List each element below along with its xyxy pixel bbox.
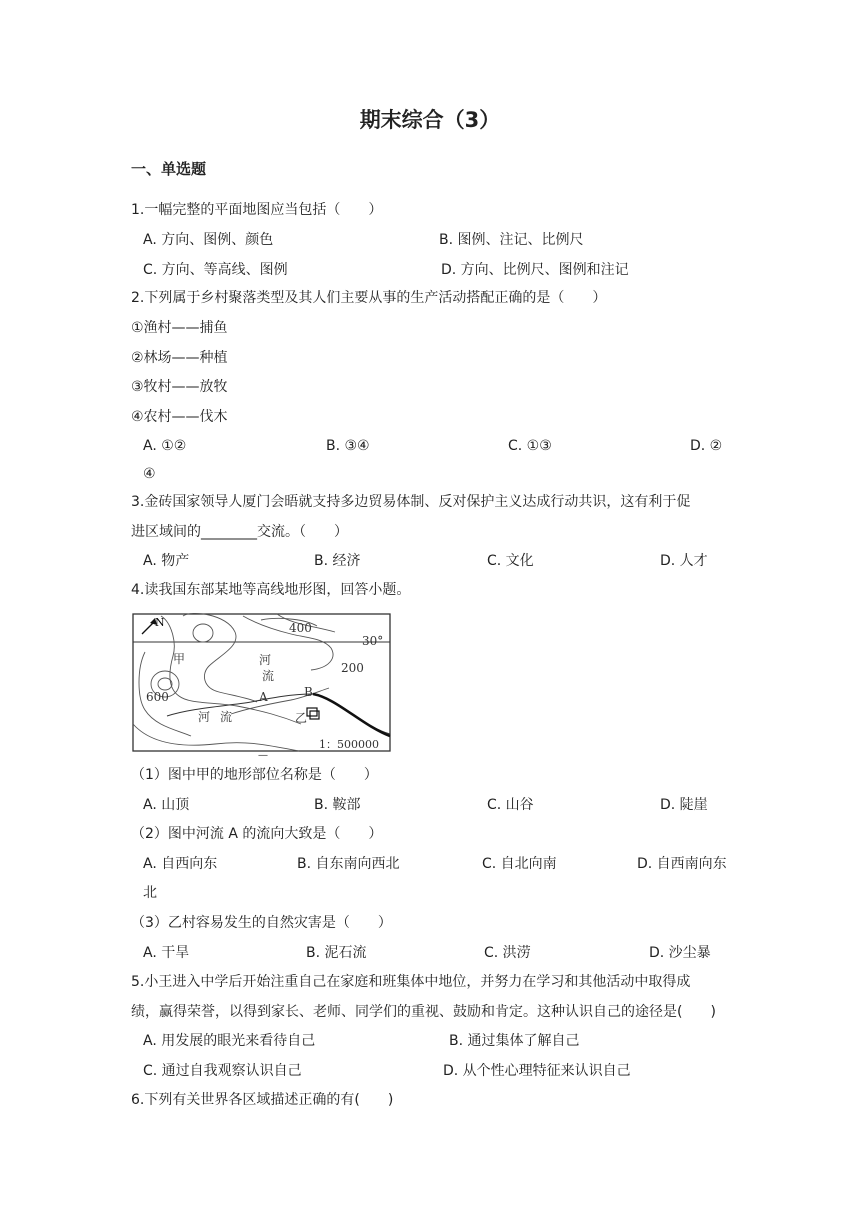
question-6-stem: 6.下列有关世界各区域描述正确的有( ) xyxy=(131,1092,394,1108)
q2-item-4: ④农村——伐木 xyxy=(131,409,228,425)
q3-option-d[interactable]: D. 人才 xyxy=(660,553,708,569)
question-4-stem: 4.读我国东部某地等高线地形图，回答小题。 xyxy=(131,582,411,598)
q4-sub3-stem: （3）乙村容易发生的自然灾害是（ ） xyxy=(131,915,392,931)
label-yi: 乙 xyxy=(295,711,308,725)
q1-option-c[interactable]: C. 方向、等高线、图例 xyxy=(143,262,288,278)
q3-option-a[interactable]: A. 物产 xyxy=(143,553,190,569)
question-1-stem: 1.一幅完整的平面地图应当包括（ ） xyxy=(131,202,383,218)
question-3-stem-line2: 进区域间的________交流。（ ） xyxy=(131,524,348,540)
q3-option-b[interactable]: B. 经济 xyxy=(314,553,361,569)
page-title: 期末综合（3） xyxy=(359,108,501,132)
q4-sub2-option-c[interactable]: C. 自北向南 xyxy=(482,856,557,872)
q4-sub2-option-a[interactable]: A. 自西向东 xyxy=(143,856,218,872)
label-river-4: 流 xyxy=(220,710,233,724)
q1-option-a[interactable]: A. 方向、图例、颜色 xyxy=(143,232,274,248)
q4-sub3-option-d[interactable]: D. 沙尘暴 xyxy=(649,945,711,961)
q1-option-d[interactable]: D. 方向、比例尺、图例和注记 xyxy=(441,262,629,278)
q2-item-1: ①渔村——捕鱼 xyxy=(131,320,228,336)
contour-label-400: 400 xyxy=(289,621,312,635)
q4-sub3-option-a[interactable]: A. 干旱 xyxy=(143,945,190,961)
latitude-label: 30° xyxy=(362,634,384,648)
q2-option-d[interactable]: D. ② xyxy=(690,438,723,454)
q2-option-c[interactable]: C. ①③ xyxy=(508,438,552,454)
label-river-3: 河 xyxy=(198,710,211,724)
q2-option-d-wrap: ④ xyxy=(143,466,156,482)
q4-sub1-option-a[interactable]: A. 山顶 xyxy=(143,797,190,813)
question-5-stem-line1: 5.小王进入中学后开始注重自己在家庭和班集体中地位，并努力在学习和其他活动中取得成 xyxy=(131,974,691,990)
contour-label-600: 600 xyxy=(146,690,169,704)
q5-option-a[interactable]: A. 用发展的眼光来看待自己 xyxy=(143,1033,316,1049)
label-jia: 甲 xyxy=(173,652,186,666)
q4-sub1-stem: （1）图中甲的地形部位名称是（ ） xyxy=(131,767,378,783)
scale-label: 1：500000 xyxy=(319,738,379,751)
q4-sub2-option-d-wrap: 北 xyxy=(143,885,157,901)
label-a: A xyxy=(259,690,268,704)
q2-option-b[interactable]: B. ③④ xyxy=(326,438,370,454)
label-b: B xyxy=(304,685,313,699)
north-label: N xyxy=(155,616,165,629)
q5-option-b[interactable]: B. 通过集体了解自己 xyxy=(449,1033,580,1049)
question-2-stem: 2.下列属于乡村聚落类型及其人们主要从事的生产活动搭配正确的是（ ） xyxy=(131,290,607,306)
q5-option-d[interactable]: D. 从个性心理特征来认识自己 xyxy=(443,1063,631,1079)
q4-sub1-option-b[interactable]: B. 鞍部 xyxy=(314,797,361,813)
section-heading: 一、单选题 xyxy=(131,160,207,178)
q4-sub2-option-b[interactable]: B. 自东南向西北 xyxy=(297,856,400,872)
label-river-2: 流 xyxy=(262,669,275,683)
q4-sub2-stem: （2）图中河流 A 的流向大致是（ ） xyxy=(131,826,383,842)
q5-option-c[interactable]: C. 通过自我观察认识自己 xyxy=(143,1063,302,1079)
q4-sub2-option-d[interactable]: D. 自西南向东 xyxy=(637,856,727,872)
label-river-1: 河 xyxy=(259,653,272,667)
q1-option-b[interactable]: B. 图例、注记、比例尺 xyxy=(439,232,584,248)
contour-map xyxy=(131,612,393,761)
q2-item-3: ③牧村——放牧 xyxy=(131,379,228,395)
q2-option-a[interactable]: A. ①② xyxy=(143,438,187,454)
contour-label-200: 200 xyxy=(341,661,364,675)
q4-sub3-option-b[interactable]: B. 泥石流 xyxy=(306,945,367,961)
q2-item-2: ②林场——种植 xyxy=(131,350,228,366)
dash-mark: — xyxy=(258,750,268,761)
question-5-stem-line2: 绩，赢得荣誉，以得到家长、老师、同学们的重视、鼓励和肯定。这种认识自己的途径是( ) xyxy=(131,1004,716,1020)
q3-option-c[interactable]: C. 文化 xyxy=(487,553,534,569)
question-3-stem-line1: 3.金砖国家领导人厦门会晤就支持多边贸易体制、反对保护主义达成行动共识，这有利于促 xyxy=(131,494,691,510)
q4-sub3-option-c[interactable]: C. 洪涝 xyxy=(484,945,531,961)
q4-sub1-option-c[interactable]: C. 山谷 xyxy=(487,797,534,813)
q4-sub1-option-d[interactable]: D. 陡崖 xyxy=(660,797,708,813)
